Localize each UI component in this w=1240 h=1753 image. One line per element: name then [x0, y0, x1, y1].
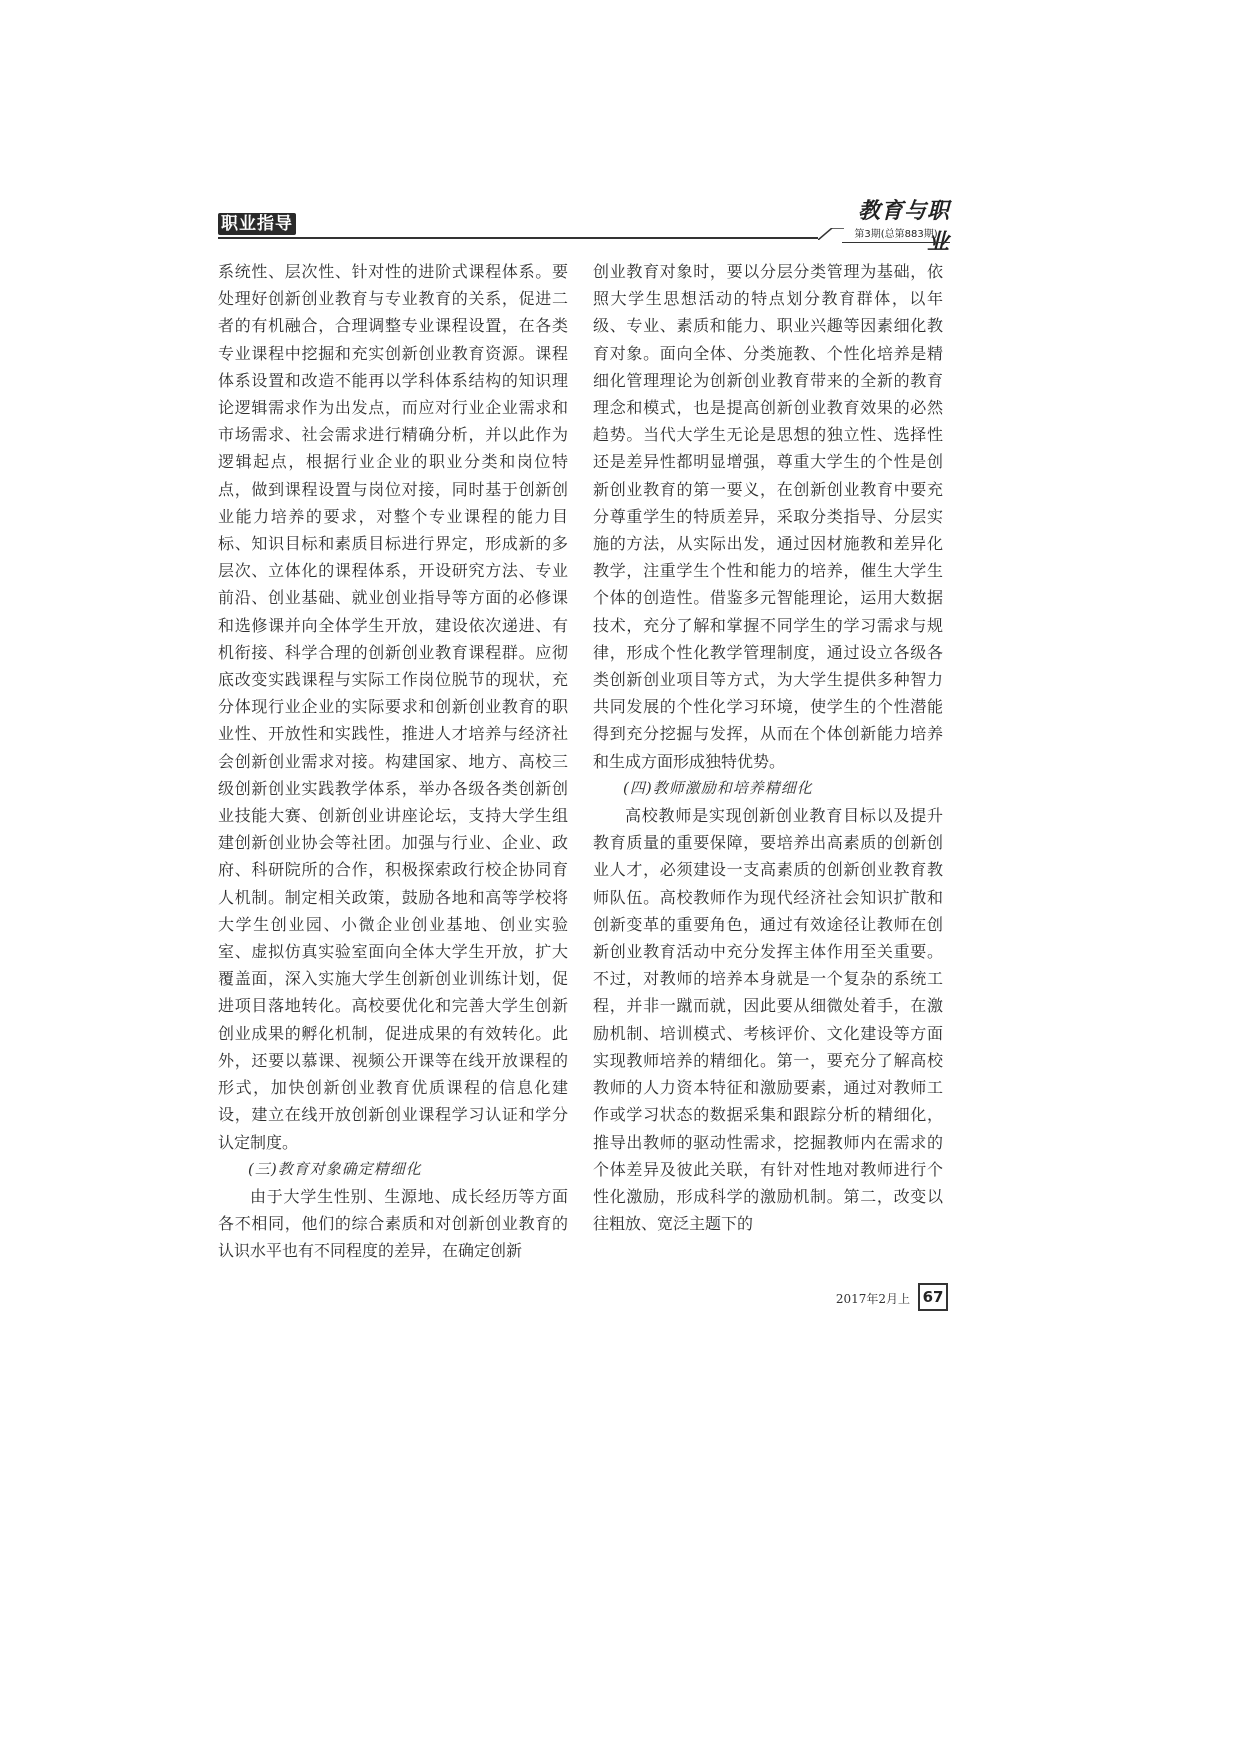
journal-title: 教育与职业: [857, 198, 950, 255]
section-label: 职业指导: [218, 213, 296, 235]
body-paragraph: 由于大学生性别、生源地、成长经历等方面各不相同，他们的综合素质和对创新创业教育的认识水平也有不同程度的差异，在确定创新: [218, 1186, 568, 1261]
issue-date: 2017年2月上: [835, 1292, 910, 1306]
subsection-heading: (三)教育对象确定精细化: [248, 1159, 422, 1178]
body-paragraph: 系统性、层次性、针对性的进阶式课程体系。要处理好创新创业教育与专业教育的关系，促进二者的有机融合，合理调整专业课程设置，在各类专业课程中挖掘和充实创新创业教育资源。课程体系设置和改造不能再以学科体系结构的知识理论逻辑需求作为出发点，而应对行业企业需求和市场需求、社会需求进行精确分析，并以此作为逻辑起点，根据行业企业的职业分类和岗位特点，做到课程设置与岗位对接，同时基于创新创业能力培养的要求，对整个专业课程的能力目标、知识目标和素质目标进行界定，形成新的多层次、立体化的课程体系，开设研究方法、专业前沿、创业基础、就业创业指导等方面的必修课和选修课并向全体学生开放，建设依次递进、有机衔接、科学合理的创新创业教育课程群。应彻底改变实践课程与实际工作岗位脱节的现状，充分体现行业企业的实际要求和创新创业教育的职业性、开放性和实践性，推进人才培养与经济社会创新创业需求对接。构建国家、地方、高校三级创新创业实践教学体系，举办各级各类创新创业技能大赛、创新创业讲座论坛，支持大学生组建创新创业协会等社团。加强与行业、企业、政府、科研院所的合作，积极探索政行校企协同育人机制。制定相关政策，鼓励各地和高等学校将大学生创业园、小微企业创业基地、创业实验室、虚拟仿真实验室面向全体大学生开放，扩大覆盖面，深入实施大学生创新创业训练计划，促进项目落地转化。高校要优化和完善大学生创新创业成果的孵化机制，促进成果的有效转化。此外，还要以慕课、视频公开课等在线开放课程的形式，加快创新创业教育优质课程的信息化建设，建立在线开放创新创业课程学习认证和学分认定制度。: [218, 262, 568, 1152]
subsection-heading: (四)教师激励和培养精细化: [623, 778, 813, 797]
body-paragraph: 高校教师是实现创新创业教育目标以及提升教育质量的重要保障，要培养出高素质的创新创业人才，必须建设一支高素质的创新创业教育教师队伍。高校教师作为现代经济社会知识扩散和创新变革的重要角色，通过有效途径让教师在创新创业教育活动中充分发挥主体作用至关重要。不过，对教师的培养本身就是一个复杂的系统工程，并非一蹴而就，因此要从细微处着手，在激励机制、培训模式、考核评价、文化建设等方面实现教师培养的精细化。第一，要充分了解高校教师的人力资本特征和激励要素，通过对教师工作或学习状态的数据采集和跟踪分析的精细化，推导出教师的驱动性需求，挖掘教师内在需求的个体差异及彼此关联，有针对性地对教师进行个性化激励，形成科学的激励机制。第二，改变以往粗放、宽泛主题下的: [593, 806, 943, 1234]
header-rule: [218, 237, 818, 239]
issue-number: 第3期(总第883期): [842, 228, 950, 243]
right-column: [593, 258, 943, 1237]
left-column: [218, 258, 568, 1265]
page-number: 67: [918, 1283, 948, 1311]
header-slash-decoration: [818, 228, 844, 240]
body-paragraph: 创业教育对象时，要以分层分类管理为基础，依照大学生思想活动的特点划分教育群体，以年级、专业、素质和能力、职业兴趣等因素细化教育对象。面向全体、分类施教、个性化培养是精细化管理理论为创新创业教育带来的全新的教育理念和模式，也是提高创新创业教育效果的必然趋势。当代大学生无论是思想的独立性、选择性还是差异性都明显增强，尊重大学生的个性是创新创业教育的第一要义，在创新创业教育中要充分尊重学生的特质差异，采取分类指导、分层实施的方法，从实际出发，通过因材施教和差异化教学，注重学生个性和能力的培养，催生大学生个体的创造性。借鉴多元智能理论，运用大数据技术，充分了解和掌握不同学生的学习需求与规律，形成个性化教学管理制度，通过设立各级各类创新创业项目等方式，为大学生提供多种智力共同发展的个性化学习环境，使学生的个性潜能得到充分挖掘与发挥，从而在个体创新能力培养和生成方面形成独特优势。: [593, 262, 943, 771]
